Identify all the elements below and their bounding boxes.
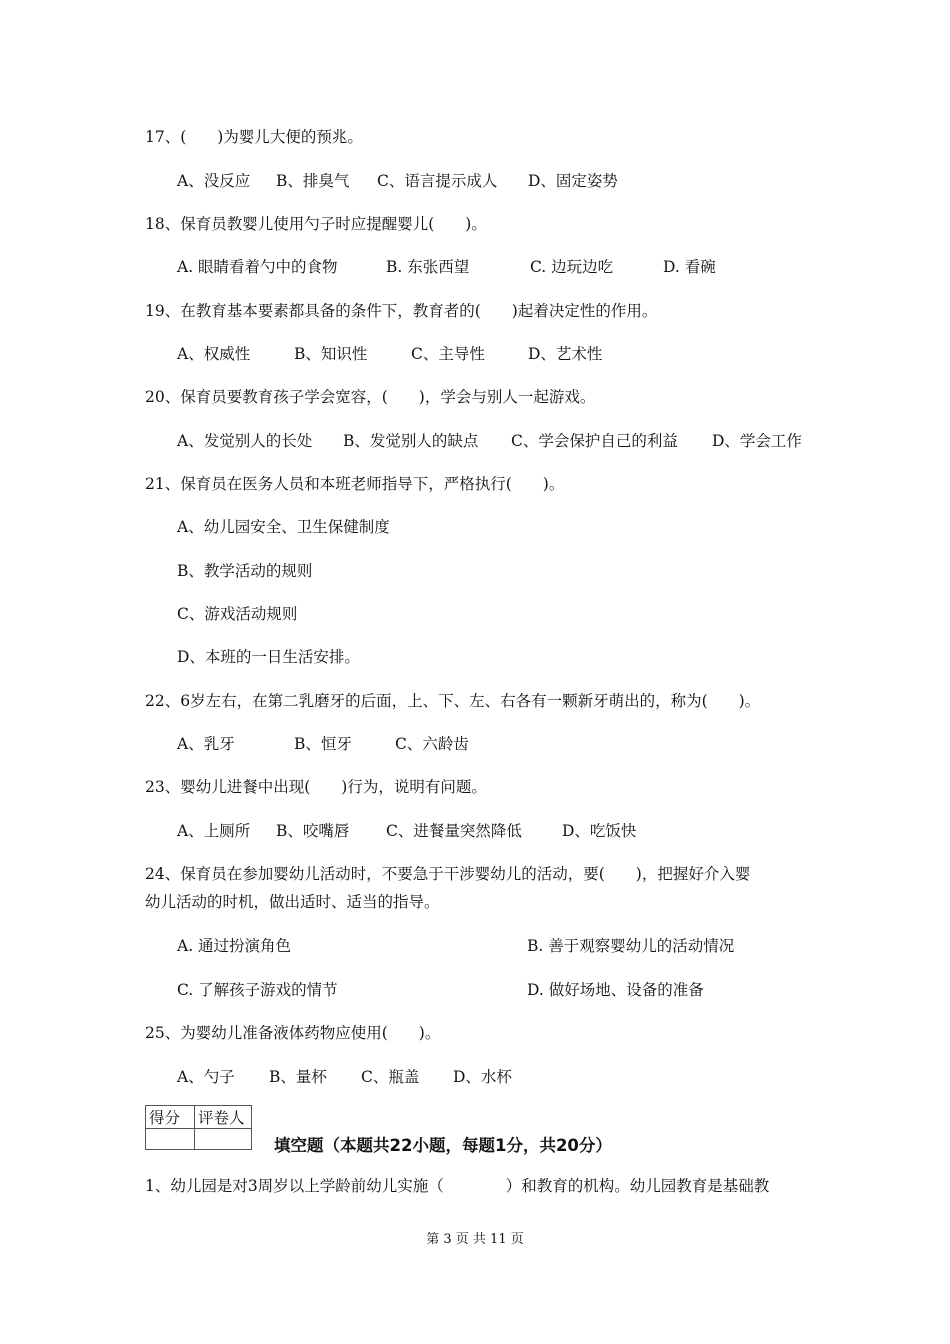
- score-header: 得分: [146, 1106, 195, 1129]
- option-d: D、水杯: [453, 1068, 512, 1086]
- option-b: B、咬嘴唇: [276, 822, 350, 840]
- question-17-stem: 17、( )为婴儿大便的预兆。: [145, 128, 363, 146]
- option-d: D. 看碗: [663, 258, 716, 276]
- section-title: 填空题（本题共22小题，每题1分，共20分）: [274, 1136, 612, 1155]
- option-a: A、没反应: [177, 172, 251, 190]
- score-table: [145, 1105, 252, 1150]
- option-c: C、语言提示成人: [377, 172, 498, 190]
- option-c: C. 了解孩子游戏的情节: [177, 981, 338, 999]
- question-24-stem: 24、保育员在参加婴幼儿活动时，不要急于干涉婴幼儿的活动，要( )，把握好介入婴: [145, 865, 751, 883]
- question-21-stem: 21、保育员在医务人员和本班老师指导下，严格执行( )。: [145, 475, 565, 493]
- option-d: D. 做好场地、设备的准备: [527, 981, 704, 999]
- option-c: C、六龄齿: [395, 735, 469, 753]
- option-c: C、游戏活动规则: [177, 605, 298, 623]
- option-d: D、艺术性: [528, 345, 603, 363]
- option-a: A、权威性: [177, 345, 251, 363]
- option-b: B、排臭气: [276, 172, 350, 190]
- option-a: A、勺子: [177, 1068, 235, 1086]
- option-d: D、固定姿势: [528, 172, 618, 190]
- option-b: B、恒牙: [294, 735, 352, 753]
- option-c: C. 边玩边吃: [530, 258, 614, 276]
- grader-header: 评卷人: [195, 1106, 252, 1129]
- option-b: B. 东张西望: [386, 258, 470, 276]
- grader-cell: [195, 1129, 252, 1150]
- option-b: B、量杯: [269, 1068, 327, 1086]
- question-24-stem-continued: 幼儿活动的时机，做出适时、适当的指导。: [145, 893, 440, 911]
- option-a: A、上厕所: [177, 822, 251, 840]
- option-b: B、教学活动的规则: [177, 562, 313, 580]
- fill-question-1: 1、幼儿园是对3周岁以上学龄前幼儿实施（ ）和教育的机构。幼儿园教育是基础教: [145, 1177, 770, 1195]
- option-a: A. 眼睛看着勺中的食物: [177, 258, 338, 276]
- option-b: B. 善于观察婴幼儿的活动情况: [527, 937, 735, 955]
- option-d: D、吃饭快: [562, 822, 637, 840]
- option-d: D、学会工作: [712, 432, 802, 450]
- page-footer: 第 3 页 共 11 页: [426, 1232, 524, 1247]
- option-c: C、主导性: [411, 345, 485, 363]
- question-23-stem: 23、婴幼儿进餐中出现( )行为，说明有问题。: [145, 778, 487, 796]
- option-a: A、发觉别人的长处: [177, 432, 313, 450]
- question-20-stem: 20、保育员要教育孩子学会宽容，( )，学会与别人一起游戏。: [145, 388, 596, 406]
- option-a: A、乳牙: [177, 735, 235, 753]
- option-c: C、学会保护自己的利益: [511, 432, 678, 450]
- option-b: B、发觉别人的缺点: [343, 432, 479, 450]
- score-cell: [146, 1129, 195, 1150]
- option-c: C、进餐量突然降低: [386, 822, 522, 840]
- question-18-stem: 18、保育员教婴儿使用勺子时应提醒婴儿( )。: [145, 215, 487, 233]
- option-a: A、幼儿园安全、卫生保健制度: [177, 518, 390, 536]
- option-a: A. 通过扮演角色: [177, 937, 292, 955]
- question-22-stem: 22、6岁左右，在第二乳磨牙的后面，上、下、左、右各有一颗新牙萌出的，称为( )。: [145, 692, 761, 710]
- question-19-stem: 19、在教育基本要素都具备的条件下，教育者的( )起着决定性的作用。: [145, 302, 658, 320]
- option-c: C、瓶盖: [361, 1068, 420, 1086]
- option-d: D、本班的一日生活安排。: [177, 648, 360, 666]
- question-25-stem: 25、为婴幼儿准备液体药物应使用( )。: [145, 1024, 441, 1042]
- option-b: B、知识性: [294, 345, 368, 363]
